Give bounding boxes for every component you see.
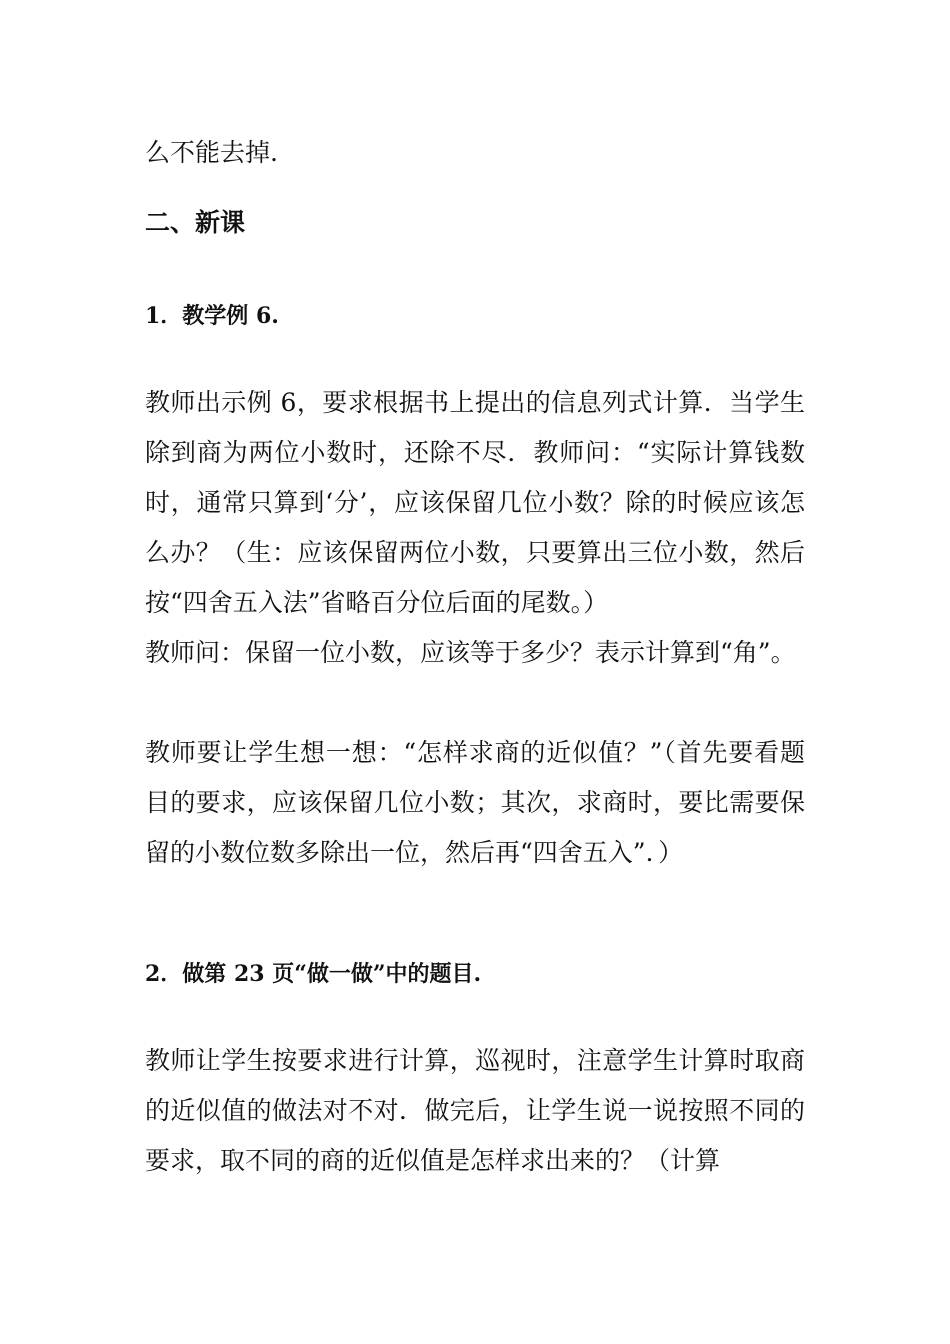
continuation-text: 么不能去掉. [145,138,278,167]
item2-heading: 2．做第 23 页“做一做”中的题目. [145,961,482,987]
item1-paragraph: 教师问：保留一位小数，应该等于多少？表示计算到“角”。 [145,638,796,667]
item1-heading: 1．教学例 6. [145,303,279,329]
item1-paragraph: 教师要让学生想一想：“怎样求商的近似值？”（首先要看题目的要求，应该保留几位小数；其次，求商时，要比需要保留的小数位数多除出一位，然后再“四舍五入”．） [145,738,805,867]
section-title: 二、新课 [145,208,246,237]
item1-paragraph: 教师出示例 6，要求根据书上提出的信息列式计算．当学生除到商为两位小数时，还除不尽．教师问：“实际计算钱数时，通常只算到‘分’，应该保留几位小数？除的时候应该怎么办？（生：应该保留两位小数，只要算出三位小数，然后按“四舍五入法”省略百分位后面的尾数。） [145,388,805,617]
item2-paragraph: 教师让学生按要求进行计算，巡视时，注意学生计算时取商的近似值的做法对不对．做完后，让学生说一说按照不同的要求，取不同的商的近似值是怎样求出来的？（计算 [145,1046,805,1175]
